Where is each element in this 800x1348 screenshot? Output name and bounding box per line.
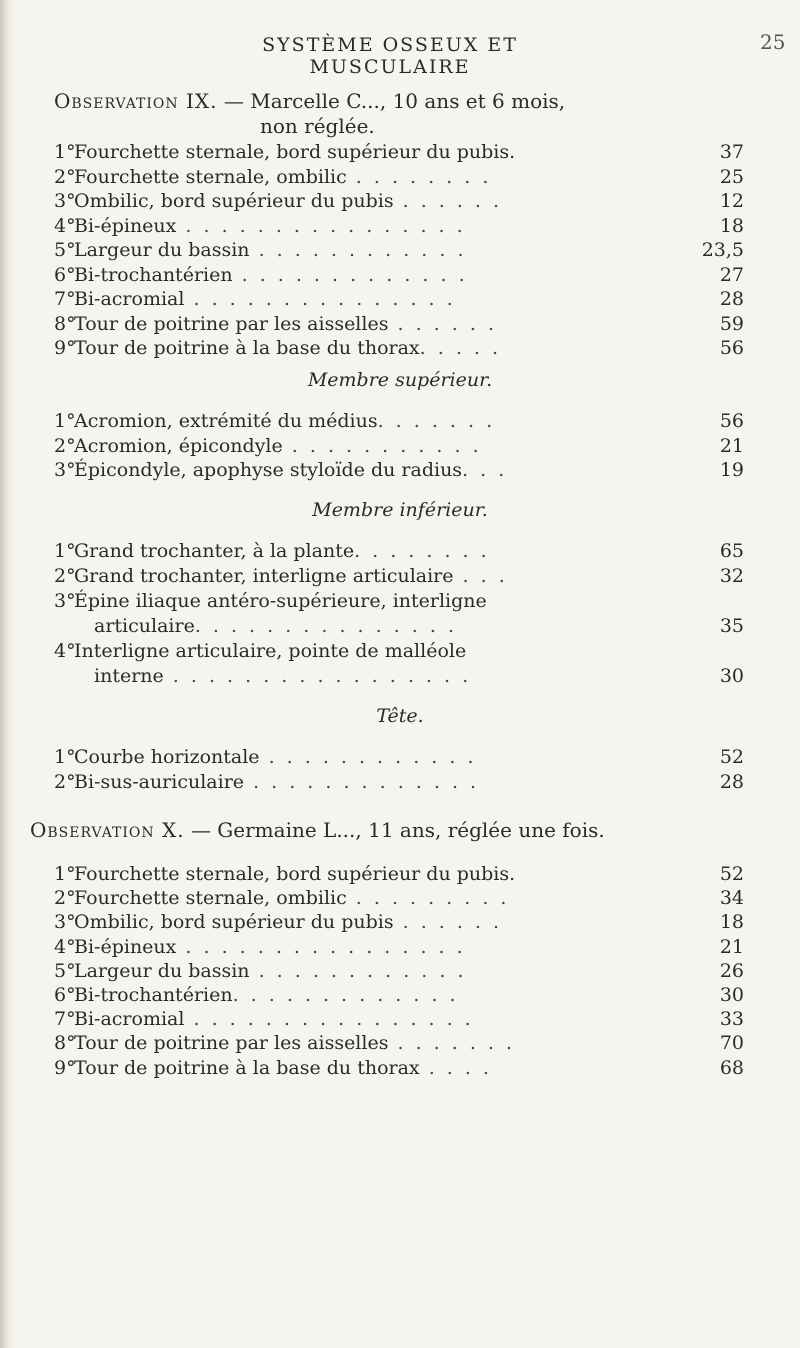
- measurement-label: Fourchette sternale, bord supérieur du pubis.: [74, 863, 516, 885]
- measurement-value: 52: [719, 863, 744, 885]
- dot-leader: . . . . . . . . . . . . .: [232, 263, 468, 286]
- measurement-label: Interligne articulaire, pointe de malléole: [74, 640, 467, 662]
- measurement-number: 6°: [54, 263, 76, 286]
- measurement-value: 59: [719, 312, 744, 335]
- measurement-value: 35: [719, 615, 744, 637]
- measurement-number: 9°: [54, 337, 76, 359]
- measurement-label: Bi-acromial: [74, 288, 185, 310]
- measurement-label: articulaire: [94, 615, 195, 637]
- dot-leader: . . . . . . . .: [346, 165, 492, 188]
- dot-leader: . . . . . . . . . . . . . . .: [184, 288, 456, 310]
- measurement-label: Fourchette sternale, bord supérieur du pubis.: [74, 141, 516, 163]
- measurement-value: 12: [719, 190, 744, 212]
- dot-leader: . . . . . . . . . . . .: [249, 959, 467, 982]
- dot-leader: . . . . . . . . . . .: [282, 434, 482, 457]
- measurement-number: 8°: [54, 312, 76, 335]
- dot-leader: . . . . . . . .: [354, 540, 490, 562]
- measurement-row: [54, 958, 744, 984]
- dot-leader: . . . . . . .: [377, 410, 496, 432]
- measurement-number: 7°: [54, 1008, 76, 1031]
- measurement-number: 2°: [54, 887, 76, 910]
- measurement-number: 4°: [54, 640, 76, 662]
- measurement-value: 33: [719, 1008, 744, 1031]
- dot-leader: . . . . . . . . . . . . .: [232, 984, 459, 1006]
- measurement-label: Grand trochanter, interligne articulaire: [74, 565, 454, 587]
- measurement-number: 3°: [54, 590, 76, 612]
- measurement-row: [54, 262, 744, 288]
- measurement-label: Épine iliaque antéro-supérieure, interligne: [74, 590, 487, 612]
- measurement-value: 18: [719, 214, 744, 237]
- measurement-number: 4°: [54, 214, 76, 237]
- observation-10-subject: — Germaine L..., 11 ans, réglée une fois.: [184, 818, 605, 842]
- measurement-label: Ombilic, bord supérieur du pubis: [74, 911, 394, 934]
- measurement-label: Bi-sus-auriculaire: [74, 770, 245, 793]
- measurement-value: 30: [719, 984, 744, 1006]
- measurement-value: 70: [719, 1032, 744, 1055]
- measurement-value: 23,5: [701, 239, 744, 261]
- measurement-row: [54, 433, 744, 459]
- measurement-row: [54, 1055, 744, 1081]
- measurement-label: Bi-acromial: [74, 1008, 185, 1031]
- measurement-row: [54, 1006, 744, 1032]
- dot-leader: . . . . . . . . . . . .: [249, 239, 467, 261]
- measurement-row: [54, 164, 744, 190]
- measurement-number: 1°: [54, 410, 76, 432]
- measurement-value: 28: [719, 770, 744, 793]
- measurement-number: 1°: [54, 141, 76, 163]
- dot-leader: . . . . . . . . . . . . . . .: [194, 615, 457, 637]
- dot-leader: . . . . . . . . . . . .: [259, 746, 477, 768]
- measurement-label: Courbe horizontale: [74, 746, 260, 768]
- dot-leader: . . . . . . . . .: [346, 887, 510, 910]
- dot-leader: . . .: [462, 459, 508, 481]
- measurement-number: 5°: [54, 959, 76, 982]
- measurement-number: 9°: [54, 1056, 76, 1079]
- measurement-row: [54, 335, 744, 361]
- dot-leader: . . . . . . . . . . . . . . . .: [176, 214, 466, 237]
- page-number: 25: [760, 30, 786, 54]
- measurement-row: [54, 237, 744, 263]
- measurement-label: Bi-trochantérien: [74, 984, 233, 1006]
- section-title-head: Tête.: [376, 705, 424, 727]
- measurement-value: 21: [719, 935, 744, 958]
- measurement-value: 37: [719, 141, 744, 163]
- section-title-lower-limb: Membre inférieur.: [312, 499, 488, 521]
- measurement-value: 25: [719, 165, 744, 188]
- measurement-row: [54, 885, 744, 911]
- measurement-label: Fourchette sternale, ombilic: [74, 165, 347, 188]
- measurement-row: [54, 769, 744, 795]
- measurement-value: 28: [719, 288, 744, 310]
- dot-leader: . . .: [453, 565, 508, 587]
- measurement-value: 18: [719, 911, 744, 934]
- measurement-number: 7°: [54, 288, 76, 310]
- measurement-row: [54, 213, 744, 239]
- measurement-row: [54, 909, 744, 935]
- measurement-row: [54, 1030, 744, 1056]
- measurement-number: 3°: [54, 190, 76, 212]
- measurement-row: [54, 286, 744, 312]
- measurement-row: [54, 588, 744, 614]
- measurement-row: [54, 563, 744, 589]
- measurement-label: Fourchette sternale, ombilic: [74, 887, 347, 910]
- measurement-label: Tour de poitrine à la base du thorax: [74, 1056, 420, 1079]
- measurement-label: Acromion, épicondyle: [74, 434, 283, 457]
- observation-10-title: [30, 817, 605, 843]
- measurement-value: 56: [719, 410, 744, 432]
- dot-leader: . . . . . . . . . . . . . . . . .: [163, 665, 472, 687]
- measurement-number: 2°: [54, 770, 76, 793]
- measurement-value: 68: [719, 1056, 744, 1079]
- measurement-value: 34: [719, 887, 744, 910]
- measurement-number: 6°: [54, 984, 76, 1006]
- measurement-label: Bi-trochantérien: [74, 263, 233, 286]
- measurement-number: 2°: [54, 165, 76, 188]
- measurement-row: [54, 638, 744, 664]
- measurement-number: 1°: [54, 540, 76, 562]
- measurement-row: [54, 408, 744, 434]
- dot-leader: . . . . . . . . . . . . . . . .: [184, 1008, 474, 1031]
- measurement-value: 52: [719, 746, 744, 768]
- measurement-number: 3°: [54, 911, 76, 934]
- measurement-number: 2°: [54, 434, 76, 457]
- dot-leader: . . . . . . . . . . . . . . . .: [176, 935, 466, 958]
- measurement-value: 27: [719, 263, 744, 286]
- observation-9-subtitle: non réglée.: [260, 114, 375, 138]
- measurement-row: [54, 861, 744, 887]
- running-title: SYSTÈME OSSEUX ET MUSCULAIRE: [262, 34, 518, 78]
- dot-leader: . . . . .: [419, 337, 502, 359]
- measurement-label: interne: [94, 665, 164, 687]
- measurement-row: [54, 934, 744, 960]
- measurement-row: [54, 744, 744, 770]
- measurement-label: Ombilic, bord supérieur du pubis: [74, 190, 394, 212]
- observation-9-label: Observation IX.: [54, 89, 218, 113]
- measurement-label: Épicondyle, apophyse styloïde du radius: [74, 459, 463, 481]
- measurement-value: 65: [719, 540, 744, 562]
- measurement-row: [54, 663, 744, 689]
- measurement-value: 21: [719, 434, 744, 457]
- measurement-label: Tour de poitrine par les aisselles: [74, 1032, 389, 1055]
- measurement-value: 30: [719, 665, 744, 687]
- dot-leader: . . . . . .: [393, 190, 503, 212]
- dot-leader: . . . . . .: [393, 911, 503, 934]
- measurement-number: 1°: [54, 746, 76, 768]
- measurement-label: Tour de poitrine par les aisselles: [74, 312, 389, 335]
- section-title-upper-limb: Membre supérieur.: [307, 369, 493, 391]
- measurement-number: 4°: [54, 935, 76, 958]
- measurement-row: [54, 613, 744, 639]
- measurement-row: [54, 311, 744, 337]
- measurement-value: 26: [719, 959, 744, 982]
- measurement-number: 3°: [54, 459, 76, 481]
- observation-10-label: Observation X.: [30, 818, 185, 842]
- measurement-label: Tour de poitrine à la base du thorax: [74, 337, 420, 359]
- measurement-value: 32: [719, 565, 744, 587]
- measurement-label: Largeur du bassin: [74, 239, 250, 261]
- measurement-row: [54, 188, 744, 214]
- observation-9-title: [54, 88, 565, 114]
- measurement-row: [54, 982, 744, 1008]
- dot-leader: . . . . . . .: [388, 1032, 516, 1055]
- page-binding-shadow: [0, 0, 14, 1348]
- measurement-label: Acromion, extrémité du médius: [74, 410, 378, 432]
- dot-leader: . . . .: [419, 1056, 492, 1079]
- dot-leader: . . . . . . . . . . . . .: [244, 770, 480, 793]
- measurement-number: 5°: [54, 239, 76, 261]
- measurement-label: Grand trochanter, à la plante: [74, 540, 355, 562]
- measurement-number: 2°: [54, 565, 76, 587]
- measurement-row: [54, 139, 744, 165]
- dot-leader: . . . . . .: [388, 312, 497, 335]
- measurement-number: 1°: [54, 863, 76, 885]
- observation-9-subject: — Marcelle C..., 10 ans et 6 mois,: [217, 89, 566, 113]
- measurement-value: 56: [719, 337, 744, 359]
- measurement-label: Bi-épineux: [74, 214, 177, 237]
- measurement-label: Largeur du bassin: [74, 959, 250, 982]
- measurement-row: [54, 538, 744, 564]
- measurement-label: Bi-épineux: [74, 935, 177, 958]
- measurement-number: 8°: [54, 1032, 76, 1055]
- measurement-value: 19: [719, 459, 744, 481]
- measurement-row: [54, 457, 744, 483]
